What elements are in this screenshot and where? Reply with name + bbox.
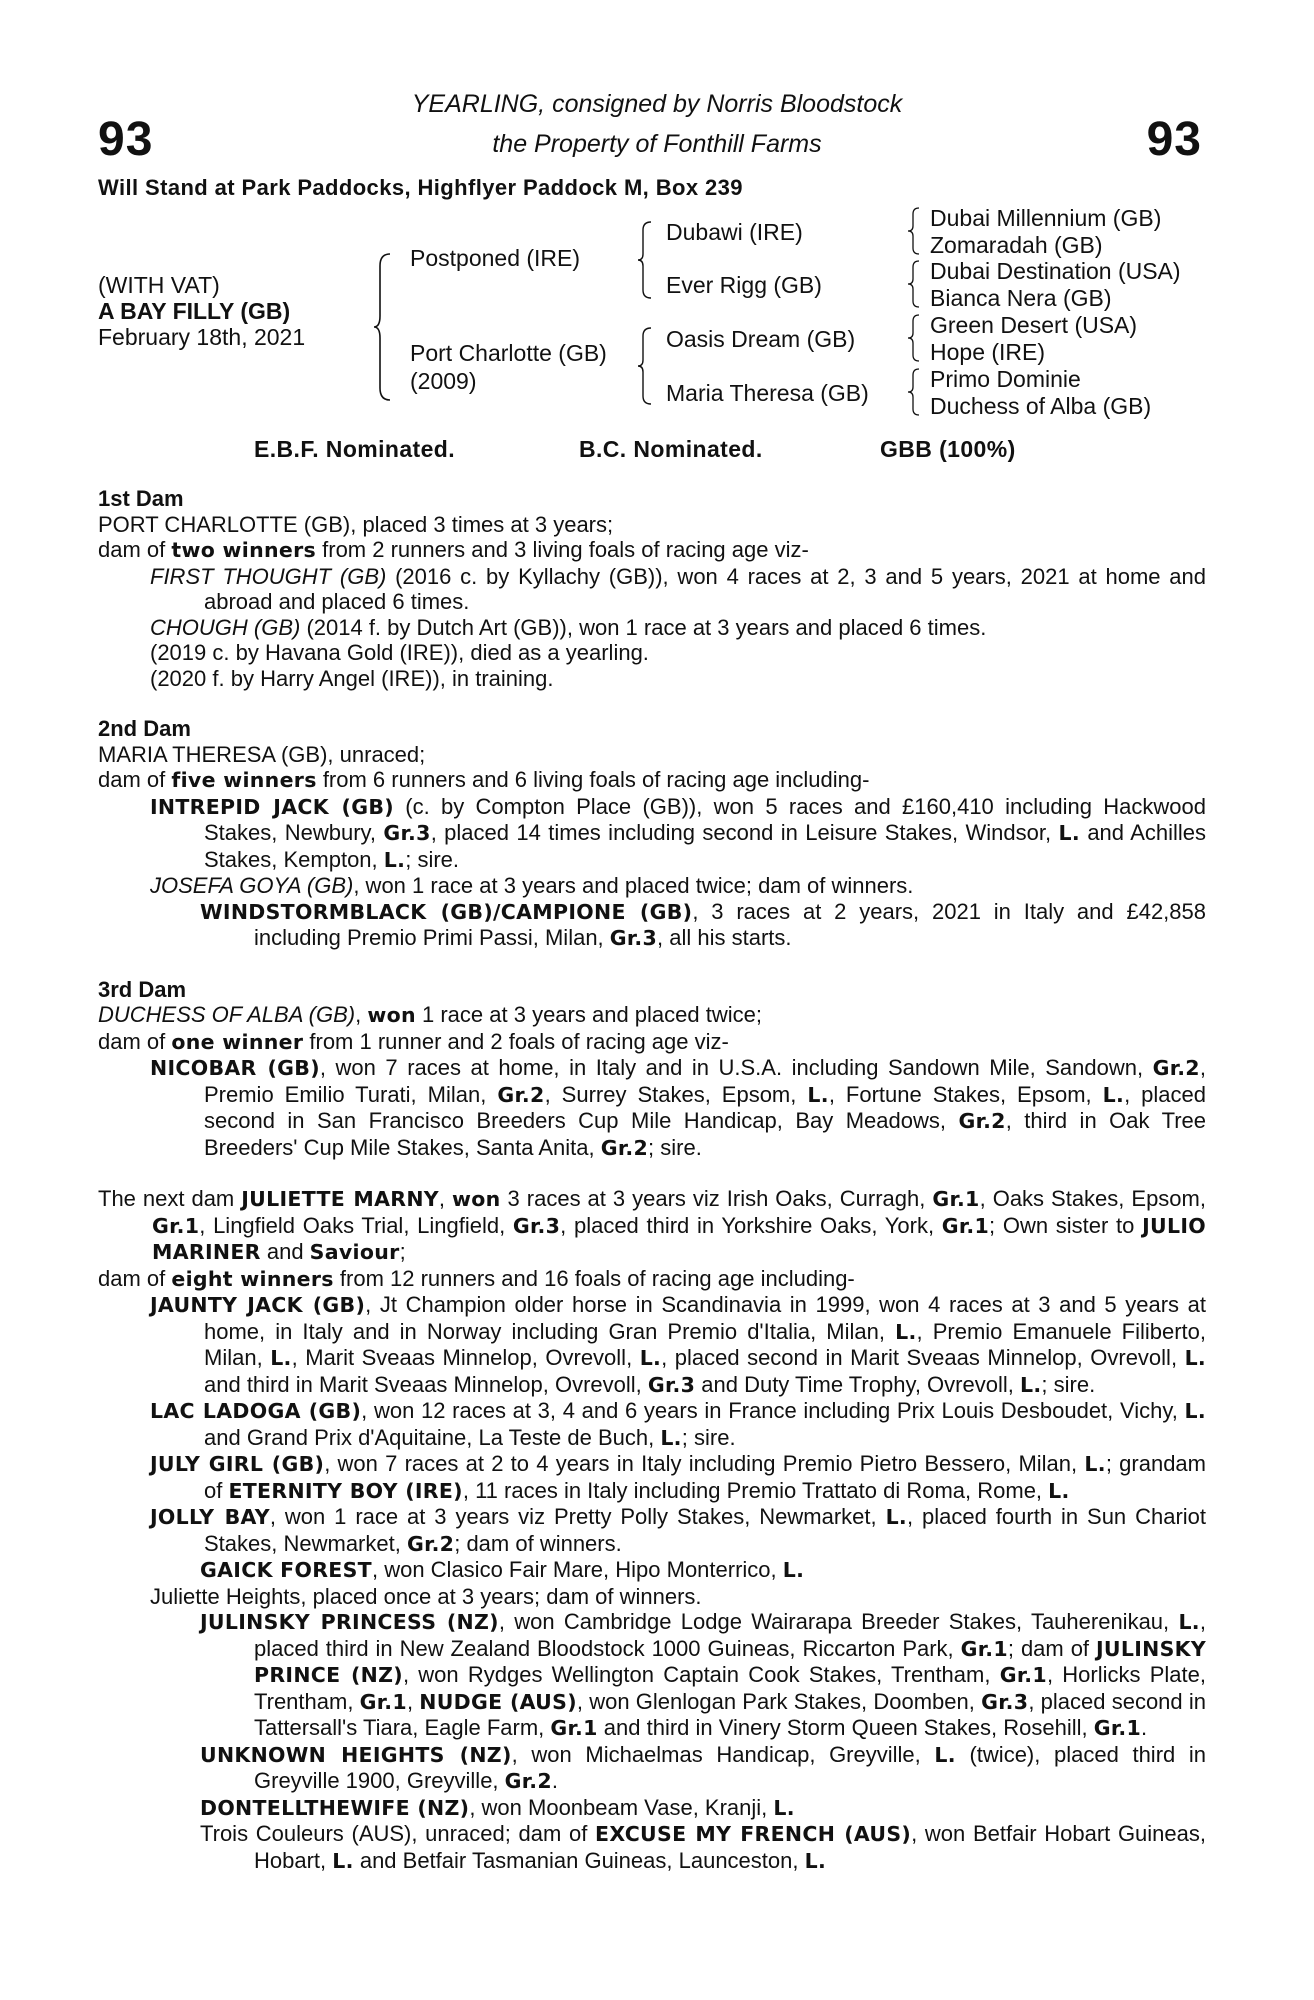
gbb-status: GBB (100%) xyxy=(880,436,1016,462)
property-line: the Property of Fonthill Farms xyxy=(492,130,822,158)
dam-entry: dam of two winners from 2 runners and 3 living foals of racing age viz- xyxy=(98,537,809,562)
grandsire-7: Primo Dominie xyxy=(930,366,1081,392)
brace-icon xyxy=(636,220,654,300)
sire-name: Postponed (IRE) xyxy=(410,245,581,271)
progeny-entry: INTREPID JACK (GB) (c. by Compton Place (GB)), won 5 races and £160,410 including Hackwood Stakes, Newbury, Gr.3, placed 14 times including second in Leisure Stakes, Windsor, L. and Achilles Stakes, Kempton, L.; sire. xyxy=(150,793,1206,872)
granddam-2: Zomaradah (GB) xyxy=(930,232,1103,258)
dam-entry: dam of eight winners from 12 runners and 16 foals of racing age including- xyxy=(98,1265,855,1291)
pedigree-table xyxy=(0,0,1314,440)
brace-icon xyxy=(906,206,922,256)
stand-location: Will Stand at Park Paddocks, Highflyer Paddock M, Box 239 xyxy=(98,175,743,200)
progeny-entry: NICOBAR (GB), won 7 races at home, in Italy and in U.S.A. including Sandown Mile, Sandown, Gr.2, Premio Emilio Turati, Milan, Gr.2, Surrey Stakes, Epsom, L., Fortune Stakes, Epsom, L., placed second in San Francisco Breeders Cup Mile Handicap, Bay Meadows, Gr.2, third in Oak Tree Breeders' Cup Mile Stakes, Santa Anita, Gr.2; sire. xyxy=(150,1055,1206,1160)
progeny-entry: DONTELLTHEWIFE (NZ), won Moonbeam Vase, Kranji, L. xyxy=(200,1794,795,1820)
horse-name: A BAY FILLY (GB) xyxy=(98,298,291,324)
dam-name: Port Charlotte (GB) xyxy=(410,340,607,366)
grandsire-3: Dubai Destination (USA) xyxy=(930,258,1181,284)
section-heading: 2nd Dam xyxy=(98,716,191,741)
foaling-date: February 18th, 2021 xyxy=(98,324,306,350)
brace-icon xyxy=(906,313,922,363)
vat-label: (WITH VAT) xyxy=(98,272,220,298)
sire-sire: Dubawi (IRE) xyxy=(666,219,803,245)
section-heading: 1st Dam xyxy=(98,486,184,511)
section-heading: 3rd Dam xyxy=(98,976,187,1002)
lot-number-right: 93 xyxy=(1146,113,1202,166)
progeny-entry: CHOUGH (GB) (2014 f. by Dutch Art (GB)), won 1 race at 3 years and placed 6 times. xyxy=(150,614,987,640)
progeny-entry: JULY GIRL (GB), won 7 races at 2 to 4 years in Italy including Premio Pietro Bessero, Milan, L.; grandam of ETERNITY BOY (IRE), 11 races in Italy including Premio Trattato di Roma, Rome, L. xyxy=(150,1451,1206,1503)
brace-icon xyxy=(372,252,394,402)
dam-dam: Maria Theresa (GB) xyxy=(666,380,869,406)
bc-nomination: B.C. Nominated. xyxy=(579,436,763,462)
progeny-entry: (2020 f. by Harry Angel (IRE)), in training. xyxy=(150,665,554,691)
granddam-6: Hope (IRE) xyxy=(930,339,1046,365)
progeny-entry: JOSEFA GOYA (GB), won 1 race at 3 years and placed twice; dam of winners. xyxy=(150,873,914,898)
progeny-entry: Juliette Heights, placed once at 3 years; dam of winners. xyxy=(150,1583,702,1609)
progeny-entry: UNKNOWN HEIGHTS (NZ), won Michaelmas Handicap, Greyville, L. (twice), placed third in Greyville 1900, Greyville, Gr.2. xyxy=(200,1741,1207,1793)
dam-entry: dam of one winner from 1 runner and 2 foals of racing age viz- xyxy=(98,1028,729,1054)
ebf-nomination: E.B.F. Nominated. xyxy=(254,436,456,462)
brace-icon xyxy=(906,367,922,417)
progeny-entry: JULINSKY PRINCESS (NZ), won Cambridge Lodge Wairarapa Breeder Stakes, Tauherenikau, L., placed third in New Zealand Bloodstock 1000 Guineas, Riccarton Park, Gr.1; dam of JULINSKY PRINCE (NZ), won Rydges Wellington Captain Cook Stakes, Trentham, Gr.1, Horlicks Plate, Trentham, Gr.1, NUDGE (AUS), won Glenlogan Park Stakes, Doomben, Gr.3, placed second in Tattersall's Tiara, Eagle Farm, Gr.1 and third in Vinery Storm Queen Stakes, Rosehill, Gr.1. xyxy=(200,1609,1207,1740)
dam-sire: Oasis Dream (GB) xyxy=(666,326,856,352)
progeny-entry: GAICK FOREST, won Clasico Fair Mare, Hipo Monterrico, L. xyxy=(200,1557,805,1582)
produce-record xyxy=(98,486,1206,1874)
progeny-entry: (2019 c. by Havana Gold (IRE)), died as a yearling. xyxy=(150,640,649,665)
granddam-8: Duchess of Alba (GB) xyxy=(930,393,1152,419)
progeny-entry: Trois Couleurs (AUS), unraced; dam of EXCUSE MY FRENCH (AUS), won Betfair Hobart Guineas, Hobart, L. and Betfair Tasmanian Guineas, Launceston, L. xyxy=(200,1821,1206,1873)
consignment-line: YEARLING, consigned by Norris Bloodstock xyxy=(411,90,903,118)
brace-icon xyxy=(906,259,922,309)
grandsire-1: Dubai Millennium (GB) xyxy=(930,205,1162,231)
progeny-entry: JOLLY BAY, won 1 race at 3 years viz Pretty Polly Stakes, Newmarket, L., placed fourth in Sun Chariot Stakes, Newmarket, Gr.2; dam of winners. xyxy=(150,1504,1207,1556)
progeny-entry: FIRST THOUGHT (GB) (2016 c. by Kyllachy (GB)), won 4 races at 2, 3 and 5 years, 2021 at home and abroad and placed 6 times. xyxy=(150,563,1206,614)
dam-entry: The next dam JULIETTE MARNY, won 3 races at 3 years viz Irish Oaks, Curragh, Gr.1, Oaks Stakes, Epsom, Gr.1, Lingfield Oaks Trial, Lingfield, Gr.3, placed third in Yorkshire Oaks, York, Gr.1; Own sister to JULIO MARINER and Saviour; xyxy=(98,1186,1206,1264)
sire-dam: Ever Rigg (GB) xyxy=(666,272,822,298)
dam-entry: MARIA THERESA (GB), unraced; xyxy=(98,741,426,767)
dam-year: (2009) xyxy=(410,368,477,394)
dam-entry: DUCHESS OF ALBA (GB), won 1 race at 3 years and placed twice; xyxy=(98,1002,762,1027)
granddam-4: Bianca Nera (GB) xyxy=(930,285,1112,311)
progeny-entry: WINDSTORMBLACK (GB)/CAMPIONE (GB), 3 races at 2 years, 2021 in Italy and £42,858 including Premio Primi Passi, Milan, Gr.3, all his starts. xyxy=(200,898,1206,950)
brace-icon xyxy=(636,326,654,406)
dam-entry: PORT CHARLOTTE (GB), placed 3 times at 3 years; xyxy=(98,511,614,537)
dam-entry: dam of five winners from 6 runners and 6 living foals of racing age including- xyxy=(98,767,870,792)
grandsire-5: Green Desert (USA) xyxy=(930,312,1138,338)
progeny-entry: JAUNTY JACK (GB), Jt Champion older horse in Scandinavia in 1999, won 4 races at 3 and 5 years at home, in Italy and in Norway including Gran Premio d'Italia, Milan, L., Premio Emanuele Filiberto, Milan, L., Marit Sveaas Minnelop, Ovrevoll, L., placed second in Marit Sveaas Minnelop, Ovrevoll, L. and third in Marit Sveaas Minnelop, Ovrevoll, Gr.3 and Duty Time Trophy, Ovrevoll, L.; sire. xyxy=(150,1292,1207,1397)
progeny-entry: LAC LADOGA (GB), won 12 races at 3, 4 and 6 years in France including Prix Louis Desboudet, Vichy, L. and Grand Prix d'Aquitaine, La Teste de Buch, L.; sire. xyxy=(150,1398,1206,1450)
lot-number-left: 93 xyxy=(98,113,154,166)
